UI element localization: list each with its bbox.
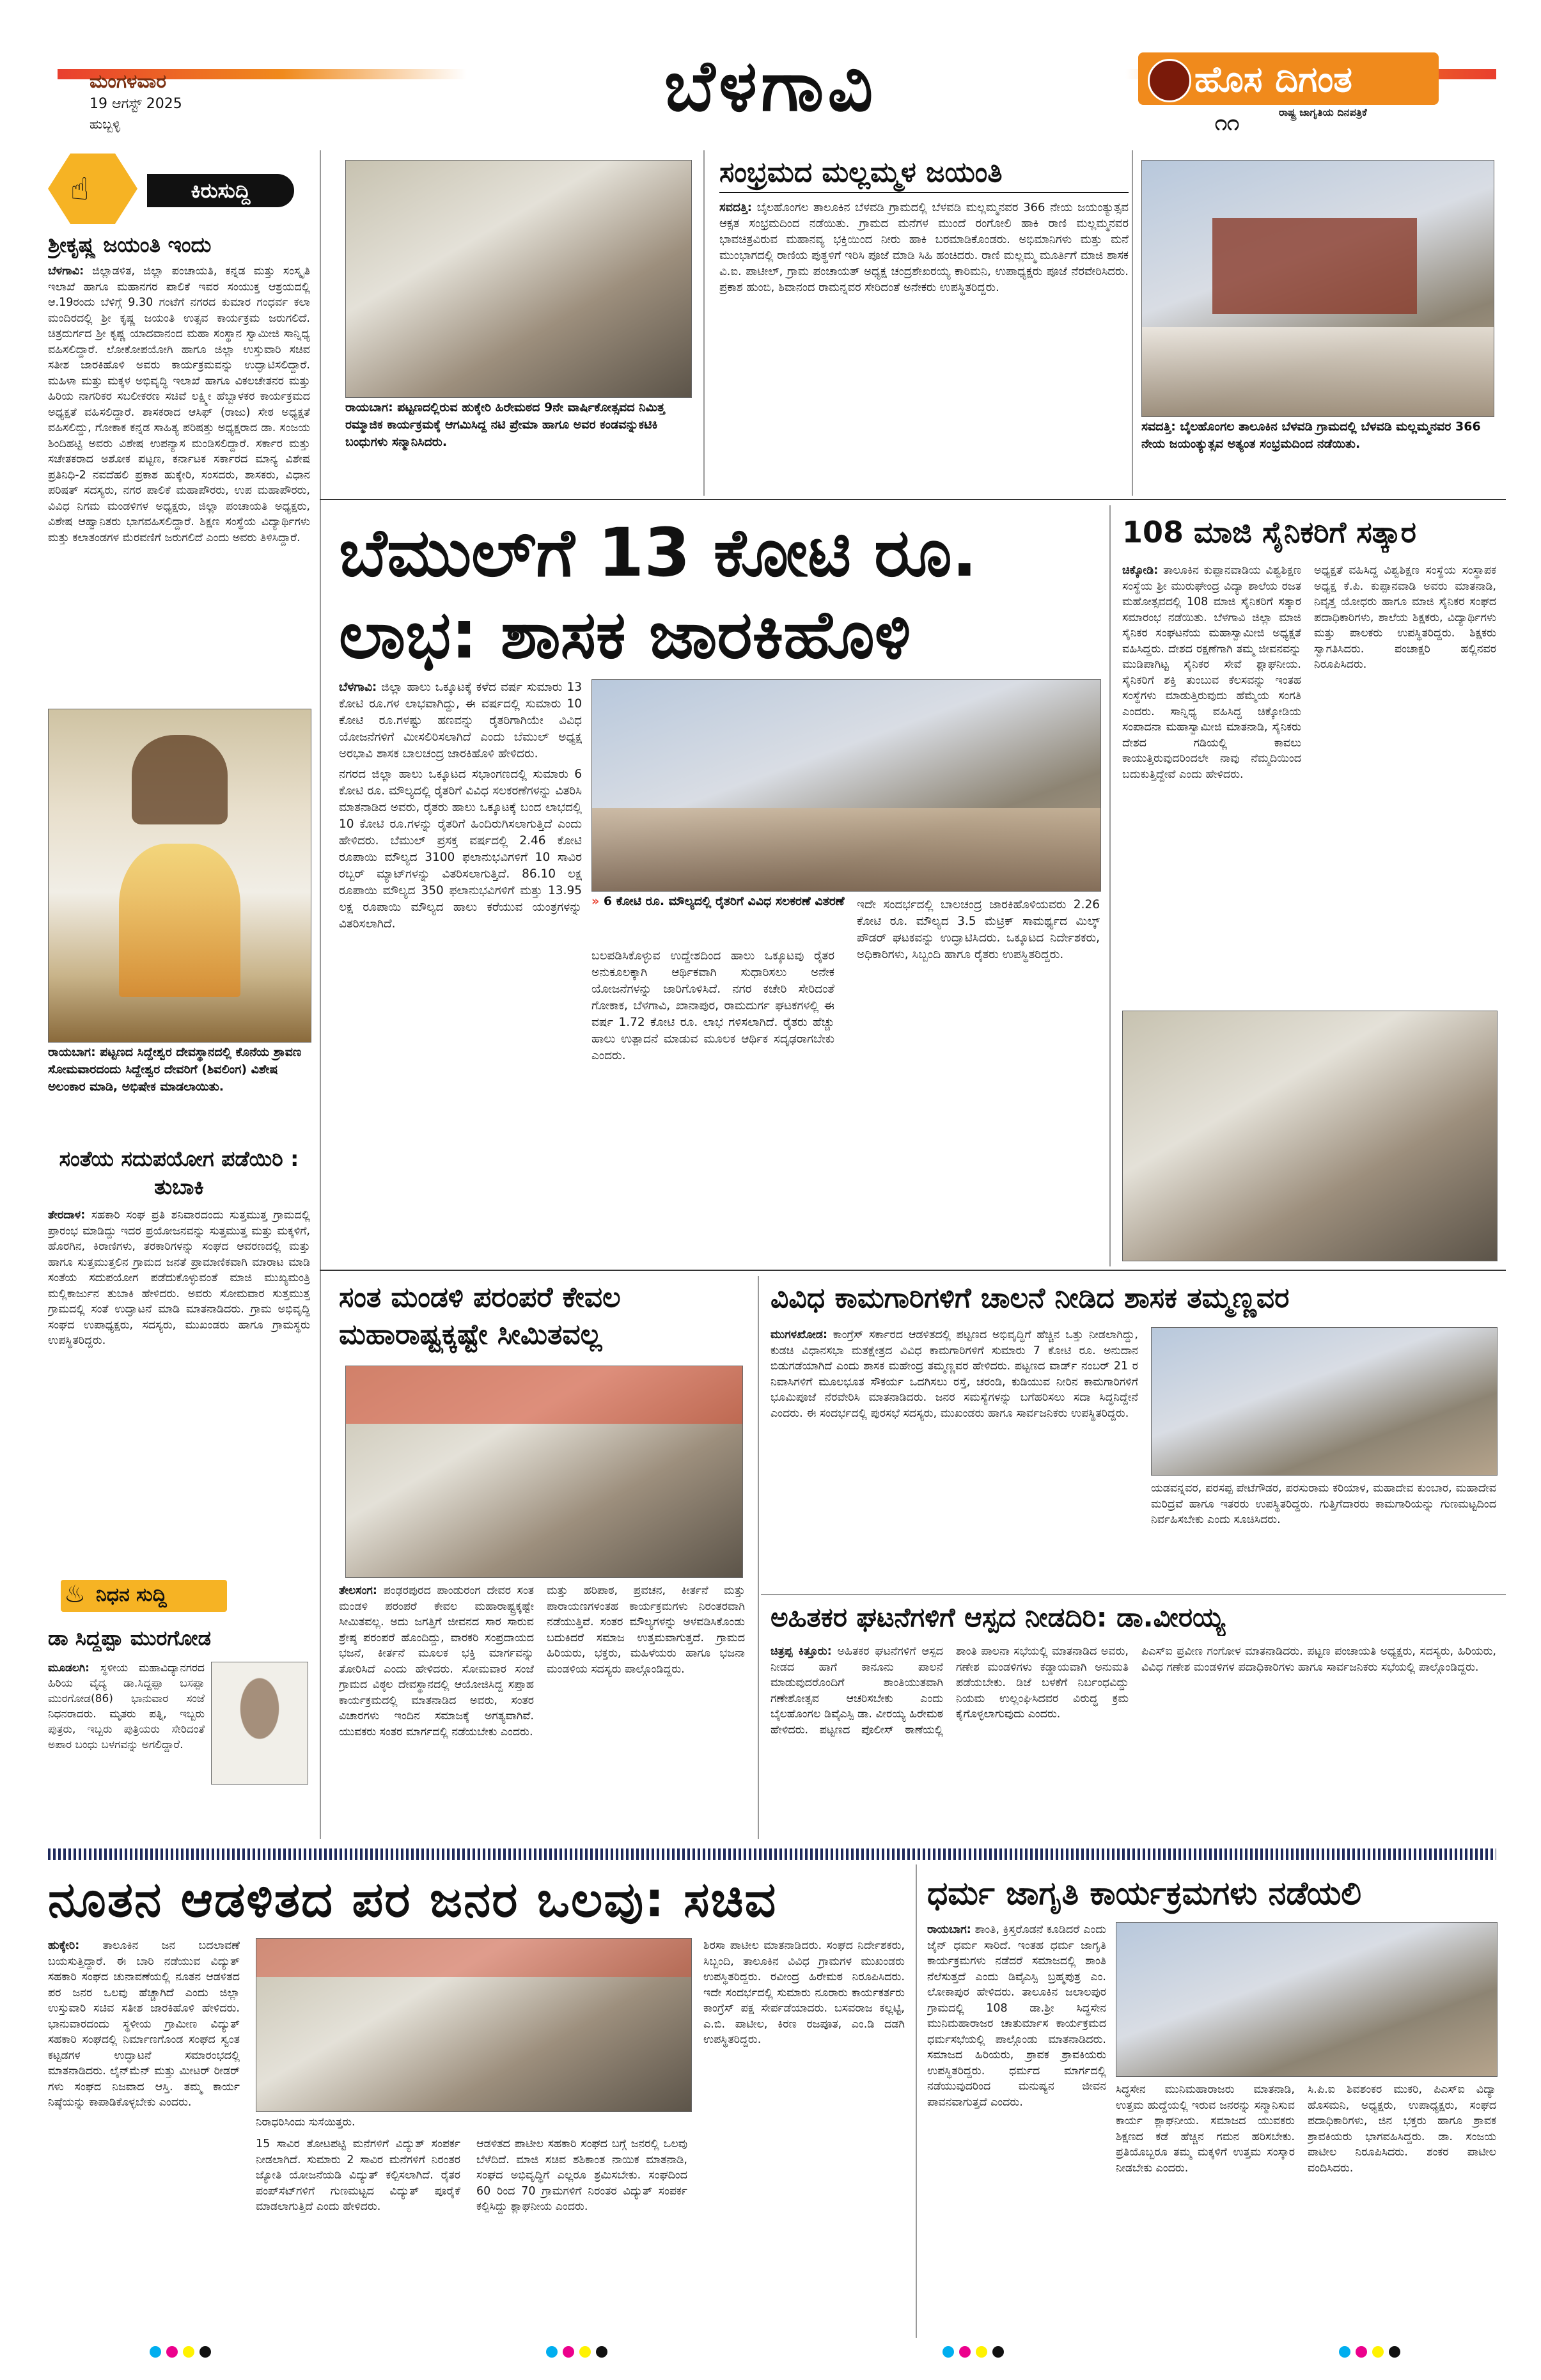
nutana-place: ಹುಕ್ಕೇರಿ: <box>48 1939 80 1952</box>
sant-body-col2 <box>547 1583 745 1839</box>
paper-logo-emblem <box>1148 59 1191 102</box>
tammannavar-body-col2 <box>1151 1481 1496 1589</box>
sant-photo <box>345 1366 743 1578</box>
veerayya-headline: ಅಹಿತಕರ ಘಟನೆಗಳಿಗೆ ಆಸ್ಪದ ನೀಡದಿರಿ: ಡಾ.ವೀರಯ್ಯ <box>770 1602 1225 1633</box>
section-band <box>48 1848 1496 1860</box>
belavadi-caption-lead: ಸವದತ್ತಿ: <box>1141 420 1176 434</box>
color-registration-marks-1 <box>147 2346 214 2360</box>
exsm-photo <box>1122 1011 1498 1261</box>
temple-caption-lead: ರಾಯಬಾಗ: <box>48 1045 96 1059</box>
dharma-text-c: ಸಿ.ಪಿ.ಐ ಶಿವಶಂಕರ ಮುಕರಿ, ಪಿಎಸ್‌ಐ ವಿದ್ಯಾ ಹೊಸಮನಿ, ಅಧ್ಯಕ್ಷರು, ಉಪಾಧ್ಯಕ್ಷರು, ಸಂಘದ ಪದಾಧಿಕಾರಿಗಳು, ಜಿನ ಭಕ್ತರು ಹಾಗೂ ಶ್ರಾವಕ ಶ್ರಾವಕಿಯರು ಭಾಗವಹಿಸಿದ್ದರು. ಡಾ. ಸಂಜಯ ಪಾಟೀಲ ನಿರೂಪಿಸಿದರು. ಶಂಕರ ಪಾಟೀಲ ವಂದಿಸಿದರು. <box>1308 2083 1496 2175</box>
bemul-photo-caption <box>591 893 860 944</box>
sant-headline-2: ಮಹಾರಾಷ್ಟ್ರಕ್ಕಷ್ಟೇ ಸೀಮಿತವಲ್ಲ <box>339 1318 602 1351</box>
exsm-body-col2 <box>1314 563 1496 998</box>
top-divider-1 <box>703 150 705 496</box>
bemul-text-4: ಇದೇ ಸಂದರ್ಭದಲ್ಲಿ ಬಾಲಚಂದ್ರ ಜಾರಕಿಹೊಳಿಯವರು 2.26 ಕೋಟಿ ರೂ. ಮೌಲ್ಯದ 3.5 ಮೆಟ್ರಿಕ್ ಸಾಮರ್ಥ್ಯದ ಮಿಲ್ಕ್ ಪೌಡರ್ ಘಟಕವನ್ನು ಉದ್ಘಾಟಿಸಿದರು. ಒಕ್ಕೂಟದ ನಿರ್ದೇಶಕರು, ಅಧಿಕಾರಿಗಳು, ಸಿಬ್ಬಂದಿ ಹಾಗೂ ರೈತರು ಉಪಸ್ಥಿತರಿದ್ದರು. <box>857 898 1100 961</box>
tammannavar-place: ಮುಗಳಖೋಡ: <box>770 1328 827 1341</box>
nutana-body-col3 <box>476 2136 687 2335</box>
top-row-divider <box>320 499 1506 500</box>
exsm-place: ಚಿಕ್ಕೋಡಿ: <box>1122 564 1159 577</box>
exsm-body-col1 <box>1122 563 1301 998</box>
kirusuddi-item1-place: ಬೆಳಗಾವಿ: <box>48 265 84 278</box>
paper-logo-tagline: ರಾಷ್ಟ್ರ ಜಾಗೃತಿಯ ದಿನಪತ್ರಿಕೆ <box>1279 106 1367 118</box>
bemul-headline-2: ಲಾಭ: ಶಾಸಕ ಜಾರಕಿಹೊಳಿ <box>339 595 911 674</box>
dharma-body-col1 <box>927 1922 1106 2335</box>
belavadi-caption <box>1141 418 1493 494</box>
nutana-body-col2 <box>256 2136 460 2335</box>
nidhana-label: ನಿಧನ ಸುದ್ದಿ <box>96 1584 167 1606</box>
veerayya-place: ಚಿತ್ರಪ್ಪ ಕಿತ್ತೂರು: <box>770 1645 832 1658</box>
veerayya-text-b: ಪಿಎಸ್‌ಐ ಪ್ರವೀಣ ಗಂಗೋಳ ಮಾತನಾಡಿದರು. ಪಟ್ಟಣ ಪಂಚಾಯತಿ ಅಧ್ಯಕ್ಷರು, ಸದಸ್ಯರು, ಹಿರಿಯರು, ವಿವಿಧ ಗಣೇಶ ಮಂಡಳಿಗಳ ಪದಾಧಿಕಾರಿಗಳು ಹಾಗೂ ಸಾರ್ವಜನಿಕರು ಸಭೆಯಲ್ಲಿ ಪಾಲ್ಗೊಂಡಿದ್ದರು. <box>1141 1645 1496 1674</box>
raybag-caption-text: ಪಟ್ಟಣದಲ್ಲಿರುವ ಹುಕ್ಕೇರಿ ಹಿರೇಮಠದ 9ನೇ ವಾರ್ಷಿಕೋತ್ಸವದ ನಿಮಿತ್ತ ರಮ್ಮಾಜಿಕ ಕಾರ್ಯಕ್ರಮಕ್ಕೆ ಆಗಮಿಸಿದ್ದ ನಟಿ ಪ್ರೇಮಾ ಹಾಗೂ ಅವರ ಕಂಡವನ್ನುಕಟಿಕಿ ಬಂಧುಗಳು ಸನ್ಮಾನಿಸಿದರು. <box>345 400 665 449</box>
color-registration-marks-2 <box>544 2346 610 2360</box>
masthead-date: 19 ಆಗಸ್ಟ್ 2025 <box>90 96 182 112</box>
tammannavar-headline: ವಿವಿಧ ಕಾಮಗಾರಿಗಳಿಗೆ ಚಾಲನೆ ನೀಡಿದ ಶಾಸಕ ತಮ್ಮಣ್ಣವರ <box>770 1282 1290 1314</box>
bemul-place: ಬೆಳಗಾವಿ: <box>339 681 377 694</box>
bemul-body-col2 <box>591 948 834 1261</box>
dharma-text: ಶಾಂತಿ, ಕ್ರಿಸ್ತರೊಡನೆ ಕೂಡಿದರೆ ಎಂದು ಜೈನ್ ಧರ್ಮ ಸಾರಿದೆ. ಇಂತಹ ಧರ್ಮ ಜಾಗೃತಿ ಕಾರ್ಯಕ್ರಮಗಳು ನಡೆದರೆ ಸಮಾಜದಲ್ಲಿ ಶಾಂತಿ ನೆಲೆಸುತ್ತದೆ ಎಂದು ಡಿವೈಎಸ್ಪಿ ಬ್ರಹ್ಮಪುತ್ರ ಎಂ. ಲೋಕಾಪುರ ಹೇಳಿದರು. ತಾಲೂಕಿನ ಜಲಾಲಪುರ ಗ್ರಾಮದಲ್ಲಿ 108 ಡಾ.ಶ್ರೀ ಸಿದ್ಧಸೇನ ಮುನಿಮಹಾರಾಜರ ಚಾತುರ್ಮಾಸ ಕಾರ್ಯಕ್ರಮದ ಧರ್ಮಸಭೆಯಲ್ಲಿ ಪಾಲ್ಗೊಂಡು ಮಾತನಾಡಿದರು. ಸಮಾಜದ ಹಿರಿಯರು, ಶ್ರಾವಕ ಶ್ರಾವಕಿಯರು ಉಪಸ್ಥಿತರಿದ್ದರು. ಧರ್ಮದ ಮಾರ್ಗದಲ್ಲಿ ನಡೆಯುವುದರಿಂದ ಮನುಷ್ಯನ ಜೀವನ ಪಾವನವಾಗುತ್ತದೆ ಎಂದರು. <box>927 1923 1106 2109</box>
kirusuddi-item1-body <box>48 264 310 705</box>
kirusuddi-item2-body <box>48 1208 310 1508</box>
obituary-place: ಮೂಡಲಗಿ: <box>48 1662 90 1675</box>
tammannavar-photo <box>1151 1327 1498 1476</box>
bemul-headline-1: ಬೆಮುಲ್‌ಗೆ 13 ಕೋಟಿ ರೂ. <box>339 514 978 592</box>
mallamma-headline: ಸಂಭ್ರಮದ ಮಲ್ಲಮ್ಮಳ ಜಯಂತಿ <box>719 154 1129 193</box>
nutana-text-d: ಶಿರಸಾ ಪಾಟೀಲ ಮಾತನಾಡಿದರು. ಸಂಘದ ನಿರ್ದೇಶಕರು, ಸಿಬ್ಬಂದಿ, ತಾಲೂಕಿನ ವಿವಿಧ ಗ್ರಾಮಗಳ ಮುಖಂಡರು ಉಪಸ್ಥಿತರಿದ್ದರು. ರವೀಂದ್ರ ಹಿರೇಮಠ ನಿರೂಪಿಸಿದರು. ಇದೇ ಸಂದರ್ಭದಲ್ಲಿ ಸುಮಾರು ನೂರಾರು ಕಾರ್ಯಕರ್ತರು ಕಾಂಗ್ರೆಸ್ ಪಕ್ಷ ಸೇರ್ಪಡೆಯಾದರು. ಬಸವರಾಜ ಕಲ್ಲಟ್ಟಿ, ಎ.ಬಿ. ಪಾಟೀಲ, ಕಿರಣ ರಜಪೂತ, ಎಂ.ಡಿ ದಡಗಿ ಉಪಸ್ಥಿತರಿದ್ದರು. <box>703 1939 905 2046</box>
sant-headline-1: ಸಂತ ಮಂಡಳಿ ಪರಂಪರೆ ಕೇವಲ <box>339 1281 621 1314</box>
belavadi-caption-text: ಬೈಲಹೊಂಗಲ ತಾಲೂಕಿನ ಬೆಳವಡಿ ಗ್ರಾಮದಲ್ಲಿ ಬೆಳವಡಿ ಮಲ್ಲಮ್ಮನವರ 366 ನೇಯ ಜಯಂತ್ಯುತ್ಸವ ಅತ್ಯಂತ ಸಂಭ್ರಮದಿಂದ ನಡೆಯಿತು. <box>1141 420 1481 451</box>
obituary-name: ಡಾ ಸಿದ್ದಪ್ಪಾ ಮುರಗೋಡ <box>48 1626 211 1650</box>
veerayya-body-col2 <box>1141 1644 1496 1839</box>
mallamma-text: ಬೈಲಹೊಂಗಲ ತಾಲೂಕಿನ ಬೆಳವಡಿ ಗ್ರಾಮದಲ್ಲಿ ಬೆಳವಡಿ ಮಲ್ಲಮ್ಮನವರ 366 ನೇಯ ಜಯಂತ್ಯುತ್ಸವ ಆಕ್ಸತ ಸಂಭ್ರಮದಿಂದ ನಡೆಯಿತು. ಗ್ರಾಮದ ಮನೆಗಳ ಮುಂದೆ ರಂಗೋಲಿ ಹಾಕಿ ರಾಣಿ ಮಲ್ಲಮ್ಮನವರ ಭಾವಚಿತ್ರವಿರುವ ಮಹಾನವ್ಯ ಭಕ್ತಿಯಿಂದ ನೀರು ಹಾಕಿ ಬರಮಾಡಿಕೊಂಡರು. ಅಭಿಮಾನಿಗಳು ಮತ್ತು ಮನೆ ಮುಂಭಾಗದಲ್ಲಿ ರಾಣಿಯ ಪುತ್ಥಳಿಗೆ ಇರಿಸಿ ಪೂಜೆ ಮಾಡಿ ಸಿಹಿ ಹಂಚಿದರು. ರಾಣಿ ಮಲ್ಲಮ್ಮ ಮೂರ್ತಿಗೆ ಮಾಜಿ ಶಾಸಕ ವಿ.ಐ. ಪಾಟೀಲ್, ಗ್ರಾಮ ಪಂಚಾಯತ್ ಅಧ್ಯಕ್ಷ ಚಂದ್ರಶೇಖರಯ್ಯ ಕಾರಿಮನಿ, ಉಪಾಧ್ಯಕ್ಷರು ಪೂಜೆ ನೆರವೇರಿಸಿದರು. ಪ್ರಕಾಶ ಹುಂಬಿ, ಶಿವಾನಂದ ರಾಮನ್ನವರ ಸೇರಿದಂತೆ ಅನೇಕರು ಉಪಸ್ಥಿತರಿದ್ದರು. <box>719 201 1129 294</box>
mallamma-place: ಸವದತ್ತಿ: <box>719 201 753 214</box>
nutana-body-col4 <box>703 1938 905 2335</box>
nutana-text: ತಾಲೂಕಿನ ಜನ ಬದಲಾವಣೆ ಬಯಸುತ್ತಿದ್ದಾರೆ. ಈ ಬಾರಿ ನಡೆಯುವ ವಿದ್ಯುತ್ ಸಹಕಾರಿ ಸಂಘದ ಚುನಾವಣೆಯಲ್ಲಿ ನೂತನ ಆಡಳಿತದ ಪರ ಜನರ ಒಲವು ಹೆಚ್ಚಾಗಿದೆ ಎಂದು ಜಿಲ್ಲಾ ಉಸ್ತುವಾರಿ ಸಚಿವ ಸತೀಶ ಜಾರಕಿಹೊಳಿ ಹೇಳಿದರು. ಭಾನುವಾರದಂದು ಸ್ಥಳೀಯ ಗ್ರಾಮೀಣ ವಿದ್ಯುತ್ ಸಹಕಾರಿ ಸಂಘದಲ್ಲಿ ನಿರ್ಮಾಣಗೊಂಡ ಸಂಘದ ಸ್ವಂತ ಕಟ್ಟಡಗಳ ಉದ್ಘಾಟನೆ ಸಮಾರಂಭದಲ್ಲಿ ಮಾತನಾಡಿದರು. ಲೈನ್‌ಮೆನ್ ಮತ್ತು ಮೀಟರ್ ರೀಡರ್ ಗಳು ಸಂಘದ ನಿಜವಾದ ಆಸ್ತಿ. ತಮ್ಮ ಕಾರ್ಯ ನಿಷ್ಠೆಯನ್ನು ಕಾಪಾಡಿಕೊಳ್ಳಬೇಕು ಎಂದರು. <box>48 1939 240 2109</box>
temple-photo-caption <box>48 1044 310 1140</box>
nutana-headline: ನೂತನ ಆಡಳಿತದ ಪರ ಜನರ ಒಲವು: ಸಚಿವ <box>48 1871 778 1928</box>
kirusuddi-item1-text: ಜಿಲ್ಲಾಡಳಿತ, ಜಿಲ್ಲಾ ಪಂಚಾಯತಿ, ಕನ್ನಡ ಮತ್ತು ಸಂಸ್ಕೃತಿ ಇಲಾಖೆ ಹಾಗೂ ಮಹಾನಗರ ಪಾಲಿಕೆ ಇವರ ಸಂಯುಕ್ತ ಆಶ್ರಯದಲ್ಲಿ ಆ.19ರಂದು ಬೆಳಿಗ್ಗೆ 9.30 ಗಂಟೆಗೆ ನಗರದ ಕುಮಾರ ಗಂಧರ್ವ ಕಲಾ ಮಂದಿರದಲ್ಲಿ ಶ್ರೀ ಕೃಷ್ಣ ಜಯಂತಿ ಉತ್ಸವ ಕಾರ್ಯಕ್ರಮ ಜರುಗಲಿದೆ. ಚಿತ್ರದುರ್ಗದ ಶ್ರೀ ಕೃಷ್ಣ ಯಾದವಾನಂದ ಮಹಾ ಸಂಸ್ಥಾನ ಸ್ವಾಮೀಜಿ ಸಾನ್ನಿಧ್ಯ ವಹಿಸಲಿದ್ದಾರೆ. ಲೋಕೋಪಯೋಗಿ ಹಾಗೂ ಜಿಲ್ಲಾ ಉಸ್ತುವಾರಿ ಸಚಿವ ಸತೀಶ ಜಾರಕಿಹೊಳಿ ಅವರು ಕಾರ್ಯಕ್ರಮವನ್ನು ಉದ್ಘಾಟಿಸಲಿದ್ದಾರೆ. ಮಹಿಳಾ ಮತ್ತು ಮಕ್ಕಳ ಅಭಿವೃದ್ಧಿ ಇಲಾಖೆ ಹಾಗೂ ವಿಕಲಚೇತನರ ಮತ್ತು ಹಿರಿಯ ನಾಗರಿಕರ ಸಬಲೀಕರಣ ಸಚಿವೆ ಲಕ್ಷ್ಮೀ ಹೆಬ್ಬಾಳಕರ ಕಾರ್ಯಕ್ರಮದ ಅಧ್ಯಕ್ಷತೆ ವಹಿಸಲಿದ್ದಾರೆ. ಶಾಸಕರಾದ ಆಸಿಫ್ (ರಾಜು) ಸೇಠ ಅಧ್ಯಕ್ಷತೆ ವಹಿಸಲಿದ್ದು, ಗೋಕಾಕ ಕನ್ನಡ ಸಾಹಿತ್ಯ ಪರಿಷತ್ತು ಅಧ್ಯಕ್ಷರಾದ ಡಾ. ಸಂಜಯ ಶಿಂದಿಹಟ್ಟಿ ಅವರು ವಿಶೇಷ ಉಪನ್ಯಾಸ ಮಂಡಿಸಲಿದ್ದಾರೆ. ಸರ್ಕಾರ ಮತ್ತು ಸಚೇತಕರಾದ ಅಶೋಕ ಪಟ್ಟಣ, ಕರ್ನಾಟಕ ಸರ್ಕಾರದ ಮಾನ್ಯ ವಿಶೇಷ ಪ್ರತಿನಿಧಿ-2 ನವದೆಹಲಿ ಪ್ರಕಾಶ ಹುಕ್ಕೇರಿ, ಸಂಸದರು, ಶಾಸಕರು, ವಿಧಾನ ಪರಿಷತ್ ಸದಸ್ಯರು, ನಗರ ಪಾಲಿಕೆ ಮಹಾಪೌರರು, ಉಪ ಮಹಾಪೌರರು, ವಿವಿಧ ನಿಗಮ ಮಂಡಳಿಗಳ ಅಧ್ಯಕ್ಷರು, ಜಿಲ್ಲಾ ಪಂಚಾಯತಿ ಅಧ್ಯಕ್ಷರು, ವಿಶೇಷ ಆಹ್ವಾನಿತರು ಭಾಗವಹಿಸಲಿದ್ದಾರೆ. ಶಿಕ್ಷಣ ಸಂಸ್ಥೆಯ ವಿದ್ಯಾರ್ಥಿಗಳು ಮತ್ತು ಕಲಾತಂಡಗಳ ಮೆರವಣಿಗೆ ಜರುಗಲಿದೆ ಎಂದು ಅವರು ತಿಳಿಸಿದ್ದಾರೆ. <box>48 265 310 544</box>
tammannavar-text-b: ಯಡವನ್ನವರ, ಪರಸಪ್ಪ ಪೇಟೆಗೌಡರ, ಪರಸುರಾಮ ಕರಿಯಾಳ, ಮಹಾದೇವ ಕುಂಬಾರ, ಮಹಾದೇವ ಮರಿದ್ರವೆ ಹಾಗೂ ಇತರರು ಉಪಸ್ಥಿತರಿದ್ದರು. ಗುತ್ತಿಗೆದಾರರು ಕಾಮಗಾರಿಯನ್ನು ಗುಣಮಟ್ಟದಿಂದ ನಿರ್ವಹಿಸಬೇಕು ಎಂದು ಸೂಚಿಸಿದರು. <box>1151 1482 1496 1526</box>
color-registration-marks-3 <box>940 2346 1006 2360</box>
kirusuddi-badge <box>48 154 137 224</box>
obituary-portrait <box>211 1662 308 1785</box>
color-registration-marks-4 <box>1336 2346 1403 2360</box>
dharma-body-col3 <box>1308 2082 1496 2335</box>
nutana-text-c: ಆಡಳಿತದ ಪಾಟೀಲ ಸಹಕಾರಿ ಸಂಘದ ಬಗ್ಗೆ ಜನರಲ್ಲಿ ಒಲವು ಬೆಳೆದಿದೆ. ಮಾಜಿ ಸಚಿವ ಶಶಿಕಾಂತ ನಾಯಿಕ ಮಾತನಾಡಿ, ಸಂಘದ ಅಭಿವೃದ್ಧಿಗೆ ಎಲ್ಲರೂ ಶ್ರಮಿಸಬೇಕು. ಸಂಘದಿಂದ 60 ರಿಂದ 70 ಗ್ರಾಮಗಳಿಗೆ ನಿರಂತರ ವಿದ್ಯುತ್ ಸಂಪರ್ಕ ಕಲ್ಪಿಸಿದ್ದು ಶ್ಲಾಘನೀಯ ಎಂದರು. <box>476 2138 687 2213</box>
bemul-body-col3 <box>857 897 1100 1261</box>
obituary-text: ಸ್ಥಳೀಯ ಮಹಾವಿದ್ಯಾನಗರದ ಹಿರಿಯ ವೈದ್ಯ ಡಾ.ಸಿದ್ದಪ್ಪಾ ಬಸಪ್ಪಾ ಮುರಗೋಡ(86) ಭಾನುವಾರ ಸಂಜೆ ನಿಧನರಾದರು. ಮೃತರು ಪತ್ನಿ, ಇಬ್ಬರು ಪುತ್ರರು, ಇಬ್ಬರು ಪುತ್ರಿಯರು ಸೇರಿದಂತೆ ಅಪಾರ ಬಂಧು ಬಳಗವನ್ನು ಅಗಲಿದ್ದಾರೆ. <box>48 1662 205 1751</box>
temple-caption-text: ಪಟ್ಟಣದ ಸಿದ್ದೇಶ್ವರ ದೇವಸ್ಥಾನದಲ್ಲಿ ಕೊನೆಯ ಶ್ರಾವಣ ಸೋಮವಾರದಂದು ಸಿದ್ದೇಶ್ವರ ದೇವರಿಗೆ (ಶಿವಲಿಂಗ) ವಿಶೇಷ ಅಲಂಕಾರ ಮಾಡಿ, ಅಭಿಷೇಕ ಮಾಡಲಾಯಿತು. <box>48 1045 302 1094</box>
sant-place: ತೇಲಸಂಗ: <box>339 1584 377 1597</box>
sant-text-b: ಮತ್ತು ಹರಿಪಾಠ, ಪ್ರವಚನ, ಕೀರ್ತನೆ ಮತ್ತು ಪಾರಾಯಣಗಳಂತಹ ಕಾರ್ಯಕ್ರಮಗಳು ನಿರಂತರವಾಗಿ ನಡೆಯುತ್ತಿವೆ. ಸಂತರ ಮೌಲ್ಯಗಳನ್ನು ಅಳವಡಿಸಿಕೊಂಡು ಬದುಕಿದರೆ ಸಮಾಜ ಉತ್ತಮವಾಗುತ್ತದೆ. ಗ್ರಾಮದ ಹಿರಿಯರು, ಭಕ್ತರು, ಮಹಿಳೆಯರು ಹಾಗೂ ಭಜನಾ ಮಂಡಳಿಯ ಸದಸ್ಯರು ಪಾಲ್ಗೊಂಡಿದ್ದರು. <box>547 1584 745 1676</box>
kirusuddi-item2-text: ಸಹಕಾರಿ ಸಂಘ ಪ್ರತಿ ಶನಿವಾರದಂದು ಸುತ್ತಮುತ್ತ ಗ್ರಾಮದಲ್ಲಿ ಪ್ರಾರಂಭ ಮಾಡಿದ್ದು ಇದರ ಪ್ರಯೋಜನವನ್ನು ಸುತ್ತಮುತ್ತ ಮತ್ತು ಮಕ್ಕಳಿಗೆ, ಹೊರಗಿನ, ಕಿರಾಣಿಗಳು, ತರಕಾರಿಗಳನ್ನು ಸಂಘದ ಆವರಣದಲ್ಲಿ ಮತ್ತು ಹಾಗೂ ಸುತ್ತಮುತ್ತಲಿನ ಗ್ರಾಮದ ಜನತೆ ಪ್ರಾಮಾಣಿಕವಾಗಿ ಮಾರಾಟ ಮಾಡಿ ಸಂತೆಯ ಸದುಪಯೋಗ ಪಡೆದುಕೊಳ್ಳುವಂತೆ ಮಾಜಿ ಮುಖ್ಯಮಂತ್ರಿ ಮಲ್ಲಿಕಾರ್ಜುನ ತುಬಾಕಿ ಹೇಳಿದರು. ಅವರು ಸೋಮವಾರ ಸುತ್ತಮುತ್ತ ಗ್ರಾಮದಲ್ಲಿ ಸಂತೆ ಉದ್ಘಾಟನೆ ಮಾಡಿ ಮಾತನಾಡಿದರು. ಗ್ರಾಮ ಅಭಿವೃದ್ಧಿ ಸಂಘದ ಉಪಾಧ್ಯಕ್ಷರು, ಸದಸ್ಯರು, ಮುಖಂಡರು ಹಾಗೂ ಗ್ರಾಮಸ್ಥರು ಉಪಸ್ಥಿತರಿದ್ದರು. <box>48 1209 310 1347</box>
bemul-text-1: ಜಿಲ್ಲಾ ಹಾಲು ಒಕ್ಕೂಟಕ್ಕೆ ಕಳೆದ ವರ್ಷ ಸುಮಾರು 13 ಕೋಟಿ ರೂ.ಗಳ ಲಾಭವಾಗಿದ್ದು, ಈ ವರ್ಷದಲ್ಲಿ ಸುಮಾರು 10 ಕೋಟಿ ರೂ.ಗಳಷ್ಟು ಹಣವನ್ನು ರೈತರಿಗಾಗಿಯೇ ವಿವಿಧ ಯೋಜನೆಗಳಿಗೆ ಮೀಸಲಿರಿಸಲಾಗಿದೆ ಎಂದು ಬೆಮುಲ್ ಅಧ್ಯಕ್ಷ ಅರಭಾವಿ ಶಾಸಕ ಬಾಲಚಂದ್ರ ಜಾರಕಿಹೊಳಿ ಹೇಳಿದರು. <box>339 681 582 760</box>
exsm-headline: 108 ಮಾಜಿ ಸೈನಿಕರಿಗೆ ಸತ್ಕಾರ <box>1122 515 1416 549</box>
nutana-photo-caption: ನಿರಾಧರಿಸಿಂದು ಸುಸೆಯಿತ್ತರು. <box>256 2114 460 2133</box>
masthead-day: ಮಂಗಳವಾರ <box>90 70 167 93</box>
bemul-text-2: ನಗರದ ಜಿಲ್ಲಾ ಹಾಲು ಒಕ್ಕೂಟದ ಸಭಾಂಗಣದಲ್ಲಿ ಸುಮಾರು 6 ಕೋಟಿ ರೂ. ಮೌಲ್ಯದಲ್ಲಿ ರೈತರಿಗೆ ವಿವಿಧ ಸಲಕರಣೆಗಳನ್ನು ವಿತರಿಸಿ ಮಾತನಾಡಿದ ಅವರು, ರೈತರು ಹಾಲು ಒಕ್ಕೂಟಕ್ಕೆ ಬಂದ ಲಾಭದಲ್ಲಿ 10 ಕೋಟಿ ರೂ.ಗಳನ್ನು ರೈತರಿಗೆ ಹಿಂದಿರುಗಿಸಲಾಗುತ್ತಿದೆ ಎಂದು ಹೇಳಿದರು. ಬೆಮುಲ್ ಪ್ರಸಕ್ತ ವರ್ಷದಲ್ಲಿ 2.46 ಕೋಟಿ ರೂಪಾಯಿ ಮೌಲ್ಯದ 3100 ಫಲಾನುಭವಿಗಳಿಗೆ 10 ಸಾವಿರ ರಬ್ಬರ್ ಮ್ಯಾಟ್‌ಗಳನ್ನು ವಿತರಿಸಲಾಗುತ್ತಿದೆ. 86.10 ಲಕ್ಷ ರೂಪಾಯಿ ಮೌಲ್ಯದ 350 ಫಲಾನುಭವಿಗಳಿಗೆ ಮತ್ತು 13.95 ಲಕ್ಷ ರೂಪಾಯಿ ಮೌಲ್ಯದ ಹಾಲು ಕರೆಯುವ ಯಂತ್ರಗಳನ್ನು ವಿತರಿಸಲಾಗಿದೆ. <box>339 768 582 931</box>
left-column-divider <box>320 150 321 1839</box>
mallamma-body <box>719 200 1129 499</box>
obituary-body <box>48 1660 205 1827</box>
lamp-icon: ♨ <box>64 1580 86 1608</box>
masthead-city: ಹುಬ್ಬಳ್ಳಿ <box>90 116 121 132</box>
dharma-headline: ಧರ್ಮ ಜಾಗೃತಿ ಕಾರ್ಯಕ್ರಮಗಳು ನಡೆಯಲಿ <box>927 1875 1362 1912</box>
exsm-text: ತಾಲೂಕಿನ ಕುಪ್ಪಾನವಾಡಿಯ ವಿಶ್ವಶಿಕ್ಷಣ ಸಂಸ್ಥೆಯ ಶ್ರೀ ಮುರುಘೇಂದ್ರ ವಿದ್ಯಾ ಶಾಲೆಯ ರಜತ ಮಹೋತ್ಸವದಲ್ಲಿ 108 ಮಾಜಿ ಸೈನಿಕರಿಗೆ ಸತ್ಕಾರ ಸಮಾರಂಭ ನಡೆಯಿತು. ಬೆಳಗಾವಿ ಜಿಲ್ಲಾ ಮಾಜಿ ಸೈನಿಕರ ಸಂಘಟನೆಯ ಮಹಾಸ್ವಾಮೀಜಿ ಅಧ್ಯಕ್ಷತೆ ವಹಿಸಿದ್ದರು. ದೇಶದ ರಕ್ಷಣೆಗಾಗಿ ತಮ್ಮ ಜೀವನವನ್ನು ಮುಡಿಪಾಗಿಟ್ಟ ಸೈನಿಕರ ಸೇವೆ ಶ್ಲಾಘನೀಯ. ಸೈನಿಕರಿಗೆ ಶಕ್ತಿ ತುಂಬುವ ಕೆಲಸವನ್ನು ಇಂತಹ ಸಂಸ್ಥೆಗಳು ಮಾಡುತ್ತಿರುವುದು ಹೆಮ್ಮೆಯ ಸಂಗತಿ ಎಂದರು. ಸಾನ್ನಿಧ್ಯ ವಹಿಸಿದ್ದ ಚಿಕ್ಕೋಡಿಯ ಸಂಪಾದನಾ ಮಹಾಸ್ವಾಮೀಜಿ ಮಾತನಾಡಿ, ಸೈನಿಕರು ದೇಶದ ಗಡಿಯಲ್ಲಿ ಕಾವಲು ಕಾಯುತ್ತಿರುವುದರಿಂದಲೇ ನಾವು ನೆಮ್ಮದಿಯಿಂದ ಬದುಕುತ್ತಿದ್ದೇವೆ ಎಂದು ಹೇಳಿದರು. <box>1122 564 1301 781</box>
sant-text: ಪಂಢರಪುರದ ಪಾಂಡುರಂಗ ದೇವರ ಸಂತ ಮಂಡಳಿ ಪರಂಪರೆ ಕೇವಲ ಮಹಾರಾಷ್ಟ್ರಕ್ಕಷ್ಟೇ ಸೀಮಿತವಲ್ಲ. ಅದು ಜಗತ್ತಿಗೆ ಜೀವನದ ಸಾರ ಸಾರುವ ಶ್ರೇಷ್ಠ ಪರಂಪರೆ ಹೊಂದಿದ್ದು, ವಾರಕರಿ ಸಂಪ್ರದಾಯದ ಭಜನೆ, ಕೀರ್ತನೆ ಮೂಲಕ ಭಕ್ತಿ ಮಾರ್ಗವನ್ನು ತೋರಿಸಿದೆ ಎಂದು ಹೇಳಿದರು. ಸೋಮವಾರ ಸಂಜೆ ಗ್ರಾಮದ ವಿಠ್ಠಲ ದೇವಸ್ಥಾನದಲ್ಲಿ ಆಯೋಜಿಸಿದ್ದ ಸಪ್ತಾಹ ಕಾರ್ಯಕ್ರಮದಲ್ಲಿ ಮಾತನಾಡಿದ ಅವರು, ಸಂತರ ವಿಚಾರಗಳು ಇಂದಿನ ಸಮಾಜಕ್ಕೆ ಅಗತ್ಯವಾಗಿವೆ. ಯುವಕರು ಸಂತರ ಮಾರ್ಗದಲ್ಲಿ ನಡೆಯಬೇಕು ಎಂದರು. <box>339 1584 534 1738</box>
dharma-photo <box>1116 1922 1498 2077</box>
kirusuddi-item1-title: ಶ್ರೀಕೃಷ್ಣ ಜಯಂತಿ ಇಂದು <box>48 232 212 257</box>
bemul-body-col1 <box>339 679 582 1261</box>
veerayya-divider <box>761 1594 1506 1595</box>
page-number: ೧೧ <box>1215 110 1240 136</box>
dharma-text-b: ಸಿದ್ಧಸೇನ ಮುನಿಮಹಾರಾಜರು ಮಾತನಾಡಿ, ಉತ್ತಮ ಹುದ್ದೆಯಲ್ಲಿ ಇರುವ ಜನರನ್ನು ಸನ್ಮಾನಿಸುವ ಕಾರ್ಯ ಶ್ಲಾಘನೀಯ. ಸಮಾಜದ ಯುವಕರು ಶಿಕ್ಷಣದ ಕಡೆ ಹೆಚ್ಚಿನ ಗಮನ ಹರಿಸಬೇಕು. ಪ್ರತಿಯೊಬ್ಬರೂ ತಮ್ಮ ಮಕ್ಕಳಿಗೆ ಉತ್ತಮ ಸಂಸ್ಕಾರ ನೀಡಬೇಕು ಎಂದರು. <box>1116 2083 1295 2175</box>
sant-divider <box>758 1276 759 1839</box>
section-title: ಬೆಳಗಾವಿ <box>664 45 877 127</box>
bemul-photo <box>591 679 1101 892</box>
tammannavar-text: ಕಾಂಗ್ರೆಸ್ ಸರ್ಕಾರದ ಆಡಳಿತದಲ್ಲಿ ಪಟ್ಟಣದ ಅಭಿವೃದ್ಧಿಗೆ ಹೆಚ್ಚಿನ ಒತ್ತು ನೀಡಲಾಗಿದ್ದು, ಕುಡಚಿ ವಿಧಾನಸಭಾ ಮತಕ್ಷೇತ್ರದ ವಿವಿಧ ಕಾಮಗಾರಿಗಳಿಗೆ ಸುಮಾರು 7 ಕೋಟಿ ರೂ. ಅನುದಾನ ಬಿಡುಗಡೆಯಾಗಿದೆ ಎಂದು ಶಾಸಕ ಮಹೇಂದ್ರ ತಮ್ಮಣ್ಣವರ ಹೇಳಿದರು. ಪಟ್ಟಣದ ವಾರ್ಡ್ ನಂಬರ್ 21 ರ ನಿವಾಸಿಗಳಿಗೆ ಮೂಲಭೂತ ಸೌಕರ್ಯ ಒದಗಿಸಲು ರಸ್ತೆ, ಚರಂಡಿ, ಕುಡಿಯುವ ನೀರಿನ ಕಾಮಗಾರಿಗಳಿಗೆ ಭೂಮಿಪೂಜೆ ನೆರವೇರಿಸಿ ಮಾತನಾಡಿದರು. ಜನರ ಸಮಸ್ಯೆಗಳನ್ನು ಬಗೆಹರಿಸಲು ಸದಾ ಸಿದ್ಧನಿದ್ದೇನೆ ಎಂದರು. ಈ ಸಂದರ್ಭದಲ್ಲಿ ಪುರಸಭೆ ಸದಸ್ಯರು, ಮುಖಂಡರು ಹಾಗೂ ಸಾರ್ವಜನಿಕರು ಉಪಸ್ಥಿತರಿದ್ದರು. <box>770 1328 1138 1420</box>
kirusuddi-item2-place: ತೇರದಾಳ: <box>48 1209 86 1222</box>
hand-icon: ☝ <box>70 171 90 207</box>
exsm-text-b: ಅಧ್ಯಕ್ಷತೆ ವಹಿಸಿದ್ದ ವಿಶ್ವಶಿಕ್ಷಣ ಸಂಸ್ಥೆಯ ಸಂಸ್ಥಾಪಕ ಅಧ್ಯಕ್ಷ ಕೆ.ಪಿ. ಕುಪ್ಪಾನವಾಡಿ ಅವರು ಮಾತನಾಡಿ, ನಿವೃತ್ತ ಯೋಧರು ಹಾಗೂ ಮಾಜಿ ಸೈನಿಕರ ಸಂಘದ ಪದಾಧಿಕಾರಿಗಳು, ಶಾಲೆಯ ಶಿಕ್ಷಕರು, ವಿದ್ಯಾರ್ಥಿಗಳು ಮತ್ತು ಪಾಲಕರು ಉಪಸ್ಥಿತರಿದ್ದರು. ಶಿಕ್ಷಕರು ಸ್ವಾಗತಿಸಿದರು. ಪಂಚಾಕ್ಷರಿ ಹಲ್ಲಿನವರ ನಿರೂಪಿಸಿದರು. <box>1314 564 1496 671</box>
bemul-photo-caption-text: 6 ಕೋಟಿ ರೂ. ಮೌಲ್ಯದಲ್ಲಿ ರೈತರಿಗೆ ವಿವಿಧ ಸಲಕರಣೆ ವಿತರಣೆ <box>603 894 845 908</box>
dharma-body-col2 <box>1116 2082 1295 2335</box>
middle-row-divider <box>320 1270 1506 1271</box>
veerayya-body-col1 <box>770 1644 1129 1839</box>
top-divider-2 <box>1132 150 1133 496</box>
nutana-text-b: 15 ಸಾವಿರ ತೋಟಪಟ್ಟಿ ಮನೆಗಳಿಗೆ ವಿದ್ಯುತ್ ಸಂಪರ್ಕ ನೀಡಲಾಗಿದೆ. ಸುಮಾರು 2 ಸಾವಿರ ಮನೆಗಳಿಗೆ ನಿರಂತರ ಜ್ಯೋತಿ ಯೋಜನೆಯಡಿ ವಿದ್ಯುತ್ ಕಲ್ಪಿಸಲಾಗಿದೆ. ರೈತರ ಪಂಪ್‌ಸೆಟ್‌ಗಳಿಗೆ ಗುಣಮಟ್ಟದ ವಿದ್ಯುತ್ ಪೂರೈಕೆ ಮಾಡಲಾಗುತ್ತಿದೆ ಎಂದು ಹೇಳಿದರು. <box>256 2138 460 2213</box>
belavadi-photo <box>1141 160 1494 417</box>
arrow-icon: » <box>591 894 600 908</box>
kirusuddi-item2-title: ಸಂತೆಯ ಸದುಪಯೋಗ ಪಡೆಯಿರಿ : ತುಬಾಕಿ <box>59 1146 299 1199</box>
bemul-divider <box>1109 505 1111 1266</box>
kirusuddi-label: ಕಿರುಸುದ್ದಿ <box>147 174 294 207</box>
tammannavar-body-col1 <box>770 1327 1138 1589</box>
raybag-photo <box>345 160 692 398</box>
veerayya-text: ಅಹಿತಕರ ಘಟನೆಗಳಿಗೆ ಆಸ್ಪದ ನೀಡದ ಹಾಗೆ ಕಾನೂನು ಪಾಲನೆ ಮಾಡುವುದರೊಂದಿಗೆ ಶಾಂತಿಯುತವಾಗಿ ಗಣೇಶೋತ್ಸವ ಆಚರಿಸಬೇಕು ಎಂದು ಬೈಲಹೊಂಗಲ ಡಿವೈಎಸ್ಪಿ ಡಾ. ವೀರಯ್ಯ ಹಿರೇಮಠ ಹೇಳಿದರು. ಪಟ್ಟಣದ ಪೊಲೀಸ್ ಠಾಣೆಯಲ್ಲಿ ಶಾಂತಿ ಪಾಲನಾ ಸಭೆಯಲ್ಲಿ ಮಾತನಾಡಿದ ಅವರು, ಗಣೇಶ ಮಂಡಳಿಗಳು ಕಡ್ಡಾಯವಾಗಿ ಅನುಮತಿ ಪಡೆಯಬೇಕು. ಡಿಜೆ ಬಳಕೆಗೆ ನಿರ್ಬಂಧವಿದ್ದು ನಿಯಮ ಉಲ್ಲಂಘಿಸಿದವರ ವಿರುದ್ಧ ಕ್ರಮ ಕೈಗೊಳ್ಳಲಾಗುವುದು ಎಂದರು. <box>770 1645 1129 1737</box>
sant-body-col1 <box>339 1583 534 1839</box>
masthead <box>0 0 1541 138</box>
dharma-place: ರಾಯಬಾಗ: <box>927 1923 971 1936</box>
raybag-caption <box>345 399 691 494</box>
nutana-body-col1 <box>48 1938 240 2335</box>
temple-photo <box>48 709 311 1043</box>
bemul-text-3: ಬಲಪಡಿಸಿಕೊಳ್ಳುವ ಉದ್ದೇಶದಿಂದ ಹಾಲು ಒಕ್ಕೂಟವು ರೈತರ ಅನುಕೂಲಕ್ಕಾಗಿ ಆರ್ಥಿಕವಾಗಿ ಸುಧಾರಿಸಲು ಅನೇಕ ಯೋಜನೆಗಳನ್ನು ಜಾರಿಗೊಳಿಸಿದೆ. ನಗರ ಕಚೇರಿ ಸೇರಿದಂತೆ ಗೋಕಾಕ, ಬೆಳಗಾವಿ, ಖಾನಾಪುರ, ರಾಮದುರ್ಗ ಘಟಕಗಳಲ್ಲಿ ಈ ವರ್ಷ 1.72 ಕೋಟಿ ರೂ. ಲಾಭ ಗಳಿಸಲಾಗಿದೆ. ರೈತರು ಹೆಚ್ಚು ಹಾಲು ಉತ್ಪಾದನೆ ಮಾಡುವ ಮೂಲಕ ಆರ್ಥಿಕ ಸದೃಢರಾಗಬೇಕು ಎಂದರು. <box>591 949 834 1062</box>
raybag-caption-lead: ರಾಯಬಾಗ: <box>345 400 393 414</box>
nutana-photo <box>256 1938 692 2112</box>
paper-logo-name: ಹೊಸ ದಿಗಂತ <box>1194 59 1352 100</box>
bottom-divider <box>916 1864 917 2338</box>
